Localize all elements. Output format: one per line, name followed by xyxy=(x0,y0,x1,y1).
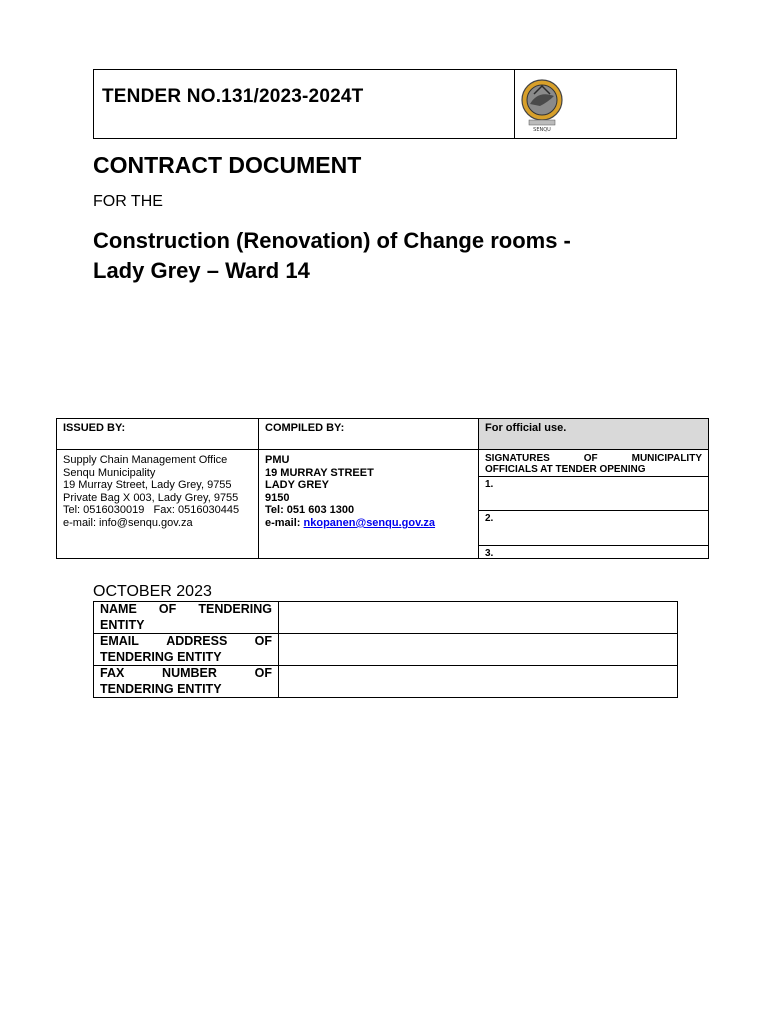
compiled-by-line: PMU xyxy=(265,454,290,466)
issued-by-line: 19 Murray Street, Lady Grey, 9755 xyxy=(63,479,232,492)
issued-by-line: Tel: 0516030019 Fax: 0516030445 xyxy=(63,504,240,517)
compiled-by-header: COMPILED BY: xyxy=(259,419,479,450)
signatures-label xyxy=(479,450,708,475)
entity-name-field[interactable] xyxy=(279,602,678,634)
for-the-label: FOR THE xyxy=(93,193,163,210)
entity-fax-label: FAX NUMBER OF TENDERING ENTITY xyxy=(94,666,279,698)
email-label: e-mail: xyxy=(265,516,304,529)
signature-slot-3: 3. xyxy=(479,545,708,557)
signatures-cell xyxy=(479,450,709,559)
svg-text:SENQU: SENQU xyxy=(533,127,551,133)
municipality-seal-icon xyxy=(520,76,564,134)
compiled-by-line: Tel: 051 603 1300 xyxy=(265,504,355,517)
compiled-by-cell xyxy=(259,450,479,559)
issued-by-cell xyxy=(57,450,259,559)
compiled-email-line xyxy=(265,517,472,530)
tendering-entity-table xyxy=(93,601,678,698)
signatures-word: OF xyxy=(583,453,598,464)
compiled-by-line: 19 MURRAY STREET xyxy=(265,466,374,479)
signatures-word: MUNICIPALITY xyxy=(631,453,702,464)
entity-fax-field[interactable] xyxy=(279,666,678,698)
date-label: OCTOBER 2023 xyxy=(93,583,212,600)
table-row xyxy=(94,602,678,634)
table-row xyxy=(94,634,678,666)
table-row xyxy=(94,666,678,698)
issue-table xyxy=(56,418,709,559)
header-box xyxy=(93,69,677,139)
compiled-by-line: LADY GREY xyxy=(265,479,329,492)
signatures-line-2: OFFICIALS AT TENDER OPENING xyxy=(485,464,646,475)
header-divider xyxy=(514,70,515,138)
signature-slot-2: 2. xyxy=(479,510,708,545)
signatures-word: SIGNATURES xyxy=(485,453,550,464)
contract-document-title: CONTRACT DOCUMENT xyxy=(93,152,362,178)
signature-slot-1: 1. xyxy=(479,476,708,510)
project-title-line-2: Lady Grey – Ward 14 xyxy=(93,258,310,283)
issued-by-line: Supply Chain Management Office xyxy=(63,454,228,466)
compiled-by-line: 9150 xyxy=(265,491,290,504)
issued-by-line: Senqu Municipality xyxy=(63,466,156,479)
compiled-email-link[interactable]: nkopanen@senqu.gov.za xyxy=(303,516,436,529)
issued-by-header: ISSUED BY: xyxy=(57,419,259,450)
project-title xyxy=(93,226,661,286)
official-use-header: For official use. xyxy=(479,419,709,450)
entity-name-label: NAME OF TENDERING ENTITY xyxy=(94,602,279,634)
issued-by-line: e-mail: info@senqu.gov.za xyxy=(63,516,193,529)
project-title-line-1: Construction (Renovation) of Change rooms - xyxy=(93,228,571,253)
entity-email-label: EMAIL ADDRESS OF TENDERING ENTITY xyxy=(94,634,279,666)
tender-number: TENDER NO.131/2023-2024T xyxy=(102,86,364,107)
issued-by-line: Private Bag X 003, Lady Grey, 9755 xyxy=(63,491,239,504)
entity-email-field[interactable] xyxy=(279,634,678,666)
